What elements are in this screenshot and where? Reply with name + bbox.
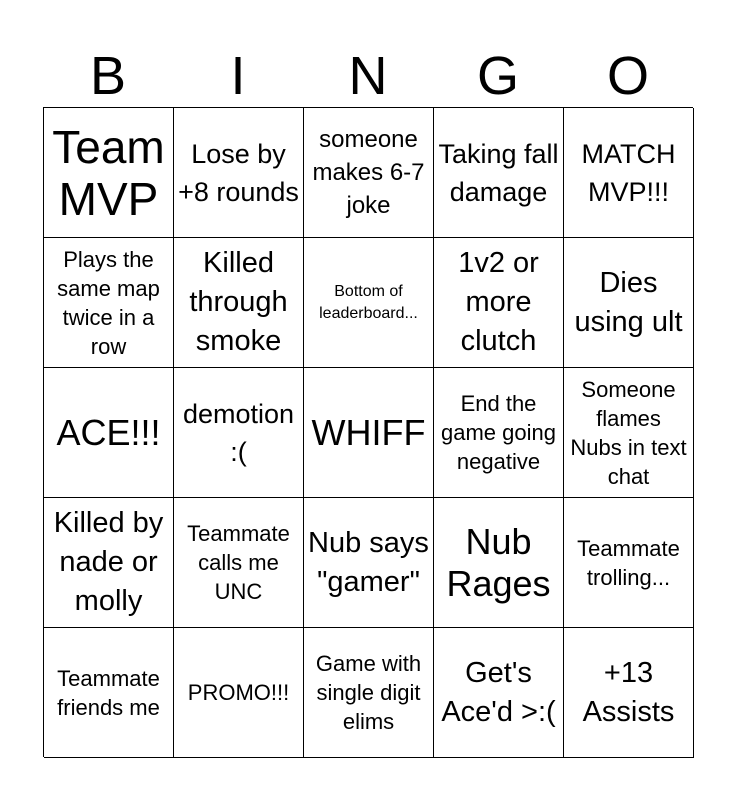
bingo-header xyxy=(43,44,693,108)
bingo-cell[interactable] xyxy=(304,108,434,238)
cell-text: Teammate friends me xyxy=(57,665,160,720)
cell-text: Plays the same map twice in a row xyxy=(57,246,160,359)
cell-text: PROMO!!! xyxy=(187,680,290,705)
cell-text: Game with single digit elims xyxy=(315,651,422,734)
bingo-cell[interactable] xyxy=(44,628,174,758)
cell-text: Teammate trolling... xyxy=(577,535,680,590)
bingo-cell[interactable] xyxy=(174,238,304,368)
bingo-cell[interactable] xyxy=(44,238,174,368)
bingo-cell[interactable] xyxy=(44,498,174,628)
cell-text: Lose by +8 rounds xyxy=(178,138,299,207)
header-letter-o: O xyxy=(606,46,649,106)
cell-text: WHIFF xyxy=(311,411,426,453)
header-letter-i: I xyxy=(230,46,246,106)
bingo-cell[interactable] xyxy=(564,498,694,628)
bingo-board xyxy=(43,107,693,757)
bingo-cell[interactable] xyxy=(174,628,304,758)
bingo-cell[interactable] xyxy=(174,368,304,498)
bingo-cell[interactable] xyxy=(304,498,434,628)
bingo-cell[interactable] xyxy=(564,368,694,498)
cell-text: Taking fall damage xyxy=(438,138,559,207)
bingo-cell[interactable] xyxy=(434,368,564,498)
bingo-cell[interactable] xyxy=(304,628,434,758)
bingo-cell[interactable] xyxy=(564,628,694,758)
bingo-cell[interactable] xyxy=(174,108,304,238)
bingo-cell[interactable] xyxy=(434,628,564,758)
cell-text: End the game going negative xyxy=(441,391,556,474)
bingo-cell[interactable] xyxy=(44,108,174,238)
cell-text: demotion :( xyxy=(182,398,295,467)
bingo-cell[interactable] xyxy=(304,238,434,368)
cell-text: Teammate calls me UNC xyxy=(187,521,290,604)
cell-text: 1v2 or more clutch xyxy=(458,247,539,357)
cell-text: MATCH MVP!!! xyxy=(581,138,676,207)
bingo-cell[interactable] xyxy=(44,368,174,498)
cell-text: Bottom of leaderboard... xyxy=(319,282,418,322)
cell-text: Nub says "gamer" xyxy=(308,526,429,598)
cell-text: Get's Ace'd >:( xyxy=(441,656,556,728)
cell-text: Team MVP xyxy=(52,120,165,225)
bingo-cell[interactable] xyxy=(434,238,564,368)
bingo-cell[interactable] xyxy=(564,238,694,368)
bingo-cell[interactable] xyxy=(434,108,564,238)
cell-text: Nub Rages xyxy=(446,520,551,604)
cell-text: someone makes 6-7 joke xyxy=(312,126,425,219)
bingo-cell[interactable] xyxy=(304,368,434,498)
cell-text: +13 Assists xyxy=(582,656,675,728)
cell-text: ACE!!! xyxy=(56,411,161,453)
bingo-cell[interactable] xyxy=(174,498,304,628)
header-letter-g: G xyxy=(476,46,519,106)
cell-text: Killed through smoke xyxy=(189,247,288,357)
cell-text: Dies using ult xyxy=(574,266,683,338)
header-letter-b: B xyxy=(89,46,127,106)
cell-text: Killed by nade or molly xyxy=(53,507,164,617)
bingo-cell[interactable] xyxy=(434,498,564,628)
bingo-cell[interactable] xyxy=(564,108,694,238)
cell-text: Someone flames Nubs in text chat xyxy=(570,376,687,489)
header-letter-n: N xyxy=(348,46,388,106)
